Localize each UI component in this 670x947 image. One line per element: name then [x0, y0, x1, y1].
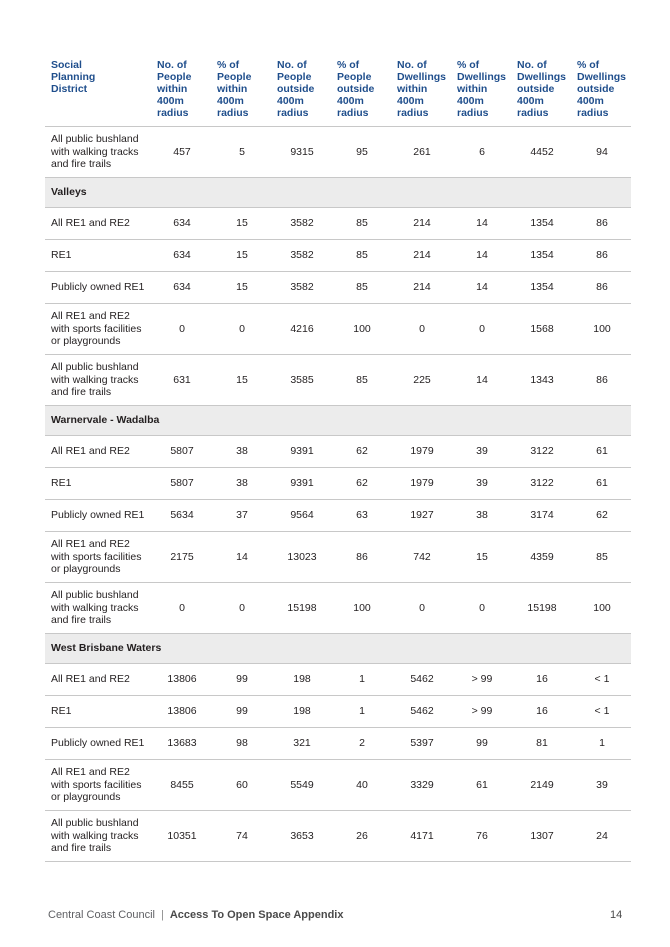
value-cell: 98 [211, 728, 271, 760]
value-cell: 6 [451, 127, 511, 178]
value-cell: 4171 [391, 811, 451, 862]
value-cell: 62 [571, 500, 631, 532]
value-cell: 86 [331, 532, 391, 583]
value-cell: 94 [571, 127, 631, 178]
value-cell: 13806 [151, 696, 211, 728]
value-cell: 0 [151, 304, 211, 355]
value-cell: 15 [211, 240, 271, 272]
table-header-row [45, 54, 631, 127]
value-cell: 3174 [511, 500, 571, 532]
value-cell: 62 [331, 436, 391, 468]
value-cell: 9391 [271, 468, 331, 500]
row-label: All public bushland with walking tracks and fire trails [45, 127, 151, 178]
header-cell: No. of People within 400m radius [151, 54, 211, 127]
row-label: All public bushland with walking tracks and fire trails [45, 811, 151, 862]
header-cell: No. of Dwellings within 400m radius [391, 54, 451, 127]
value-cell: 634 [151, 240, 211, 272]
table-row [45, 760, 631, 811]
value-cell: 4452 [511, 127, 571, 178]
header-cell: No. of People outside 400m radius [271, 54, 331, 127]
value-cell: 5462 [391, 664, 451, 696]
value-cell: 1 [331, 664, 391, 696]
value-cell: 261 [391, 127, 451, 178]
table-row [45, 272, 631, 304]
value-cell: 14 [211, 532, 271, 583]
value-cell: 85 [571, 532, 631, 583]
value-cell: 100 [331, 304, 391, 355]
row-label: Publicly owned RE1 [45, 272, 151, 304]
value-cell: 9391 [271, 436, 331, 468]
value-cell: 631 [151, 355, 211, 406]
value-cell: 38 [211, 436, 271, 468]
value-cell: 86 [571, 208, 631, 240]
value-cell: 0 [151, 583, 211, 634]
value-cell: 15198 [271, 583, 331, 634]
row-label: RE1 [45, 696, 151, 728]
table-row [45, 304, 631, 355]
table-row [45, 500, 631, 532]
value-cell: 85 [331, 208, 391, 240]
table-row [45, 583, 631, 634]
value-cell: 1343 [511, 355, 571, 406]
value-cell: 38 [451, 500, 511, 532]
section-title: West Brisbane Waters [45, 634, 631, 664]
value-cell: 742 [391, 532, 451, 583]
value-cell: 61 [571, 468, 631, 500]
value-cell: 10351 [151, 811, 211, 862]
table-row [45, 728, 631, 760]
value-cell: 1307 [511, 811, 571, 862]
table-row [45, 240, 631, 272]
table-row [45, 664, 631, 696]
value-cell: 13683 [151, 728, 211, 760]
row-label: All public bushland with walking tracks and fire trails [45, 583, 151, 634]
value-cell: 24 [571, 811, 631, 862]
row-label: All RE1 and RE2 [45, 664, 151, 696]
value-cell: 0 [391, 583, 451, 634]
table-row [45, 811, 631, 862]
value-cell: 2149 [511, 760, 571, 811]
table-row [45, 696, 631, 728]
value-cell: 15 [211, 208, 271, 240]
table-row [45, 532, 631, 583]
value-cell: 0 [391, 304, 451, 355]
open-space-access-table [45, 54, 631, 862]
row-label: All public bushland with walking tracks and fire trails [45, 355, 151, 406]
value-cell: 74 [211, 811, 271, 862]
value-cell: 8455 [151, 760, 211, 811]
value-cell: 86 [571, 240, 631, 272]
value-cell: 5634 [151, 500, 211, 532]
value-cell: 85 [331, 272, 391, 304]
value-cell: 0 [451, 583, 511, 634]
value-cell: 40 [331, 760, 391, 811]
value-cell: 62 [331, 468, 391, 500]
header-cell: No. of Dwellings outside 400m radius [511, 54, 571, 127]
value-cell: > 99 [451, 664, 511, 696]
value-cell: 86 [571, 272, 631, 304]
value-cell: 39 [451, 468, 511, 500]
value-cell: 4216 [271, 304, 331, 355]
value-cell: 457 [151, 127, 211, 178]
value-cell: 3329 [391, 760, 451, 811]
value-cell: 39 [451, 436, 511, 468]
value-cell: 2175 [151, 532, 211, 583]
value-cell: 3653 [271, 811, 331, 862]
header-cell: Social Planning District [45, 54, 151, 127]
value-cell: 99 [451, 728, 511, 760]
value-cell: 13023 [271, 532, 331, 583]
page-footer [48, 909, 343, 921]
value-cell: 86 [571, 355, 631, 406]
value-cell: 5462 [391, 696, 451, 728]
value-cell: 0 [211, 304, 271, 355]
page-number: 14 [610, 909, 623, 921]
section-title: Valleys [45, 178, 631, 208]
header-cell: % of Dwellings within 400m radius [451, 54, 511, 127]
value-cell: 3582 [271, 272, 331, 304]
value-cell: 214 [391, 272, 451, 304]
row-label: Publicly owned RE1 [45, 500, 151, 532]
value-cell: 14 [451, 272, 511, 304]
section-header-row [45, 406, 631, 436]
value-cell: 95 [331, 127, 391, 178]
row-label: RE1 [45, 240, 151, 272]
value-cell: 634 [151, 272, 211, 304]
header-cell: % of Dwellings outside 400m radius [571, 54, 631, 127]
value-cell: 1927 [391, 500, 451, 532]
row-label: All RE1 and RE2 with sports facilities or playgrounds [45, 304, 151, 355]
value-cell: 5 [211, 127, 271, 178]
value-cell: 5397 [391, 728, 451, 760]
value-cell: 1 [331, 696, 391, 728]
value-cell: 38 [211, 468, 271, 500]
table-row [45, 436, 631, 468]
value-cell: 13806 [151, 664, 211, 696]
value-cell: 3582 [271, 208, 331, 240]
footer-org: Central Coast Council [48, 909, 155, 921]
value-cell: 9315 [271, 127, 331, 178]
value-cell: 198 [271, 696, 331, 728]
table-body [45, 127, 631, 862]
section-header-row [45, 634, 631, 664]
header-cell: % of People within 400m radius [211, 54, 271, 127]
value-cell: 81 [511, 728, 571, 760]
value-cell: 1979 [391, 436, 451, 468]
value-cell: 214 [391, 208, 451, 240]
header-cell: % of People outside 400m radius [331, 54, 391, 127]
footer-separator: | [161, 909, 164, 921]
value-cell: 3582 [271, 240, 331, 272]
value-cell: 63 [331, 500, 391, 532]
value-cell: 1354 [511, 240, 571, 272]
value-cell: 61 [451, 760, 511, 811]
value-cell: > 99 [451, 696, 511, 728]
value-cell: 4359 [511, 532, 571, 583]
value-cell: 634 [151, 208, 211, 240]
value-cell: 1354 [511, 272, 571, 304]
value-cell: 1979 [391, 468, 451, 500]
row-label: All RE1 and RE2 [45, 436, 151, 468]
value-cell: 321 [271, 728, 331, 760]
value-cell: 100 [331, 583, 391, 634]
footer-document-title: Access To Open Space Appendix [169, 909, 344, 921]
value-cell: 99 [211, 664, 271, 696]
value-cell: < 1 [571, 664, 631, 696]
table-row [45, 355, 631, 406]
value-cell: 60 [211, 760, 271, 811]
value-cell: 0 [211, 583, 271, 634]
value-cell: 1 [571, 728, 631, 760]
value-cell: 1354 [511, 208, 571, 240]
value-cell: 76 [451, 811, 511, 862]
row-label: Publicly owned RE1 [45, 728, 151, 760]
value-cell: 2 [331, 728, 391, 760]
value-cell: 99 [211, 696, 271, 728]
value-cell: 14 [451, 240, 511, 272]
table-row [45, 127, 631, 178]
value-cell: 15 [211, 355, 271, 406]
value-cell: 5549 [271, 760, 331, 811]
value-cell: 0 [451, 304, 511, 355]
table-row [45, 468, 631, 500]
row-label: All RE1 and RE2 with sports facilities or playgrounds [45, 760, 151, 811]
value-cell: 100 [571, 583, 631, 634]
value-cell: 37 [211, 500, 271, 532]
value-cell: 14 [451, 208, 511, 240]
value-cell: 26 [331, 811, 391, 862]
value-cell: 39 [571, 760, 631, 811]
value-cell: 85 [331, 240, 391, 272]
section-title: Warnervale - Wadalba [45, 406, 631, 436]
value-cell: < 1 [571, 696, 631, 728]
row-label: All RE1 and RE2 with sports facilities or playgrounds [45, 532, 151, 583]
section-header-row [45, 178, 631, 208]
value-cell: 214 [391, 240, 451, 272]
row-label: RE1 [45, 468, 151, 500]
value-cell: 15 [451, 532, 511, 583]
value-cell: 9564 [271, 500, 331, 532]
value-cell: 3122 [511, 436, 571, 468]
row-label: All RE1 and RE2 [45, 208, 151, 240]
value-cell: 5807 [151, 436, 211, 468]
value-cell: 15 [211, 272, 271, 304]
value-cell: 15198 [511, 583, 571, 634]
value-cell: 3122 [511, 468, 571, 500]
value-cell: 85 [331, 355, 391, 406]
value-cell: 61 [571, 436, 631, 468]
value-cell: 5807 [151, 468, 211, 500]
value-cell: 100 [571, 304, 631, 355]
value-cell: 225 [391, 355, 451, 406]
value-cell: 14 [451, 355, 511, 406]
value-cell: 3585 [271, 355, 331, 406]
value-cell: 1568 [511, 304, 571, 355]
table-row [45, 208, 631, 240]
value-cell: 16 [511, 664, 571, 696]
value-cell: 198 [271, 664, 331, 696]
value-cell: 16 [511, 696, 571, 728]
